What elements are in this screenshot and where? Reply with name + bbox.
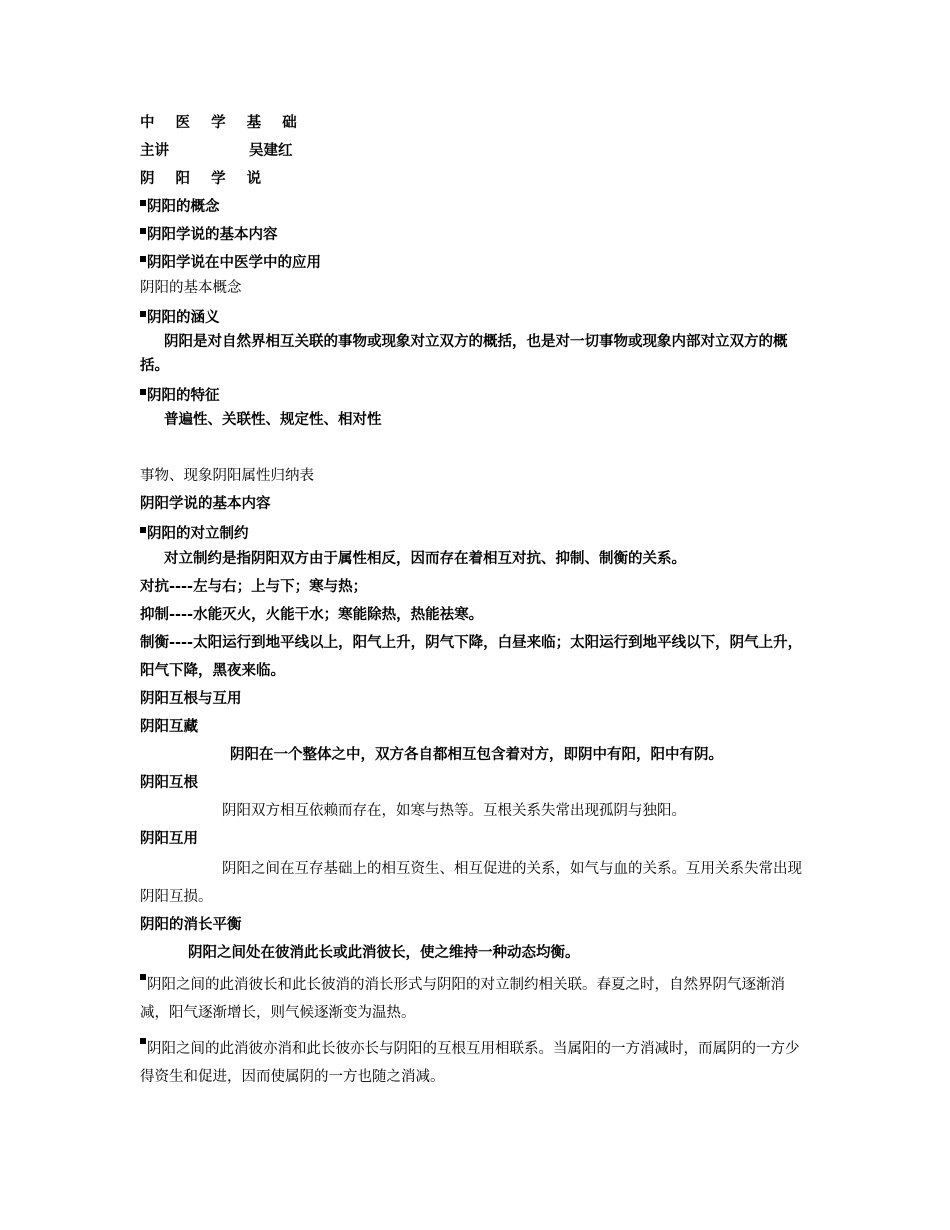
root-heading: 阴阳互根 xyxy=(140,775,198,791)
wax-heading: 阴阳的消长平衡 xyxy=(140,917,242,933)
wax-point-1: 阴阳之间的此消彼长和此长彼消的消长形式与阴阳的对立制约相关联。春夏之时，自然界阴气逐渐消减，阳气逐渐增长，则气候逐渐变为温热。 xyxy=(140,971,812,1027)
interdep-heading: 阴阳互根与互用 xyxy=(140,691,242,707)
square-bullet-icon xyxy=(140,256,146,262)
lecturer-name: 吴建红 xyxy=(249,143,293,159)
square-bullet-icon xyxy=(140,527,146,533)
square-bullet-icon xyxy=(140,200,146,206)
toc-item: 阴阳的概念 xyxy=(140,197,812,217)
contain-text: 阴阳在一个整体之中，双方各自都相互包含着对方，即阴中有阳，阳中有阴。 xyxy=(230,747,723,763)
square-bullet-icon xyxy=(140,974,146,980)
confront-text: 对抗----左与右；上与下；寒与热； xyxy=(140,579,368,595)
doc-title: 中 医 学 基 础 xyxy=(140,115,305,131)
contain-heading: 阴阳互藏 xyxy=(140,719,198,735)
root-text: 阴阳双方相互依赖而存在，如寒与热等。互根关系失常出现孤阴与独阳。 xyxy=(222,803,686,819)
opposition-text: 对立制约是指阴阳双方由于属性相反，因而存在着相互对抗、抑制、制衡的关系。 xyxy=(164,551,686,567)
square-bullet-icon xyxy=(140,1038,146,1044)
balance-text: 制衡----太阳运行到地平线以上，阳气上升，阴气下降，白昼来临；太阳运行到地平线以下，阴气上升，阳气下降，黑夜来临。 xyxy=(140,635,803,679)
meaning-text: 阴阳是对自然界相互关联的事物或现象对立双方的概括，也是对一切事物或现象内部对立双方的概括。 xyxy=(140,334,788,374)
section-title: 阴 阳 学 说 xyxy=(140,171,270,187)
content-heading: 阴阳学说的基本内容 xyxy=(140,496,271,512)
document-page xyxy=(140,113,812,1091)
wax-point-2: 阴阳之间的此消彼亦消和此长彼亦长与阴阳的互根互用相联系。当属阳的一方消减时，而属阴的一方少得资生和促进，因而使属阴的一方也随之消减。 xyxy=(140,1035,812,1091)
toc-item: 阴阳学说的基本内容 xyxy=(140,225,812,245)
feature-heading: 阴阳的特征 xyxy=(140,386,812,406)
basic-concept-heading: 阴阳的基本概念 xyxy=(140,280,242,296)
square-bullet-icon xyxy=(140,389,146,395)
opposition-heading: 阴阳的对立制约 xyxy=(140,524,812,544)
table-caption: 事物、现象阴阳属性归纳表 xyxy=(140,468,314,484)
use-heading: 阴阳互用 xyxy=(140,831,198,847)
feature-text: 普遍性、关联性、规定性、相对性 xyxy=(164,412,382,428)
lecturer-line xyxy=(140,141,812,161)
use-text: 阴阳之间在互存基础上的相互资生、相互促进的关系，如气与血的关系。互用关系失常出现阴阳互损。 xyxy=(140,861,802,905)
wax-text: 阴阳之间处在彼消此长或此消彼长，使之维持一种动态均衡。 xyxy=(188,945,580,961)
meaning-heading: 阴阳的涵义 xyxy=(140,308,812,328)
lecturer-label: 主讲 xyxy=(140,143,169,159)
toc-item: 阴阳学说在中医学中的应用 xyxy=(140,253,812,273)
square-bullet-icon xyxy=(140,311,146,317)
restrain-text: 抑制----水能灭火，火能干水；寒能除热，热能祛寒。 xyxy=(140,607,484,623)
square-bullet-icon xyxy=(140,228,146,234)
